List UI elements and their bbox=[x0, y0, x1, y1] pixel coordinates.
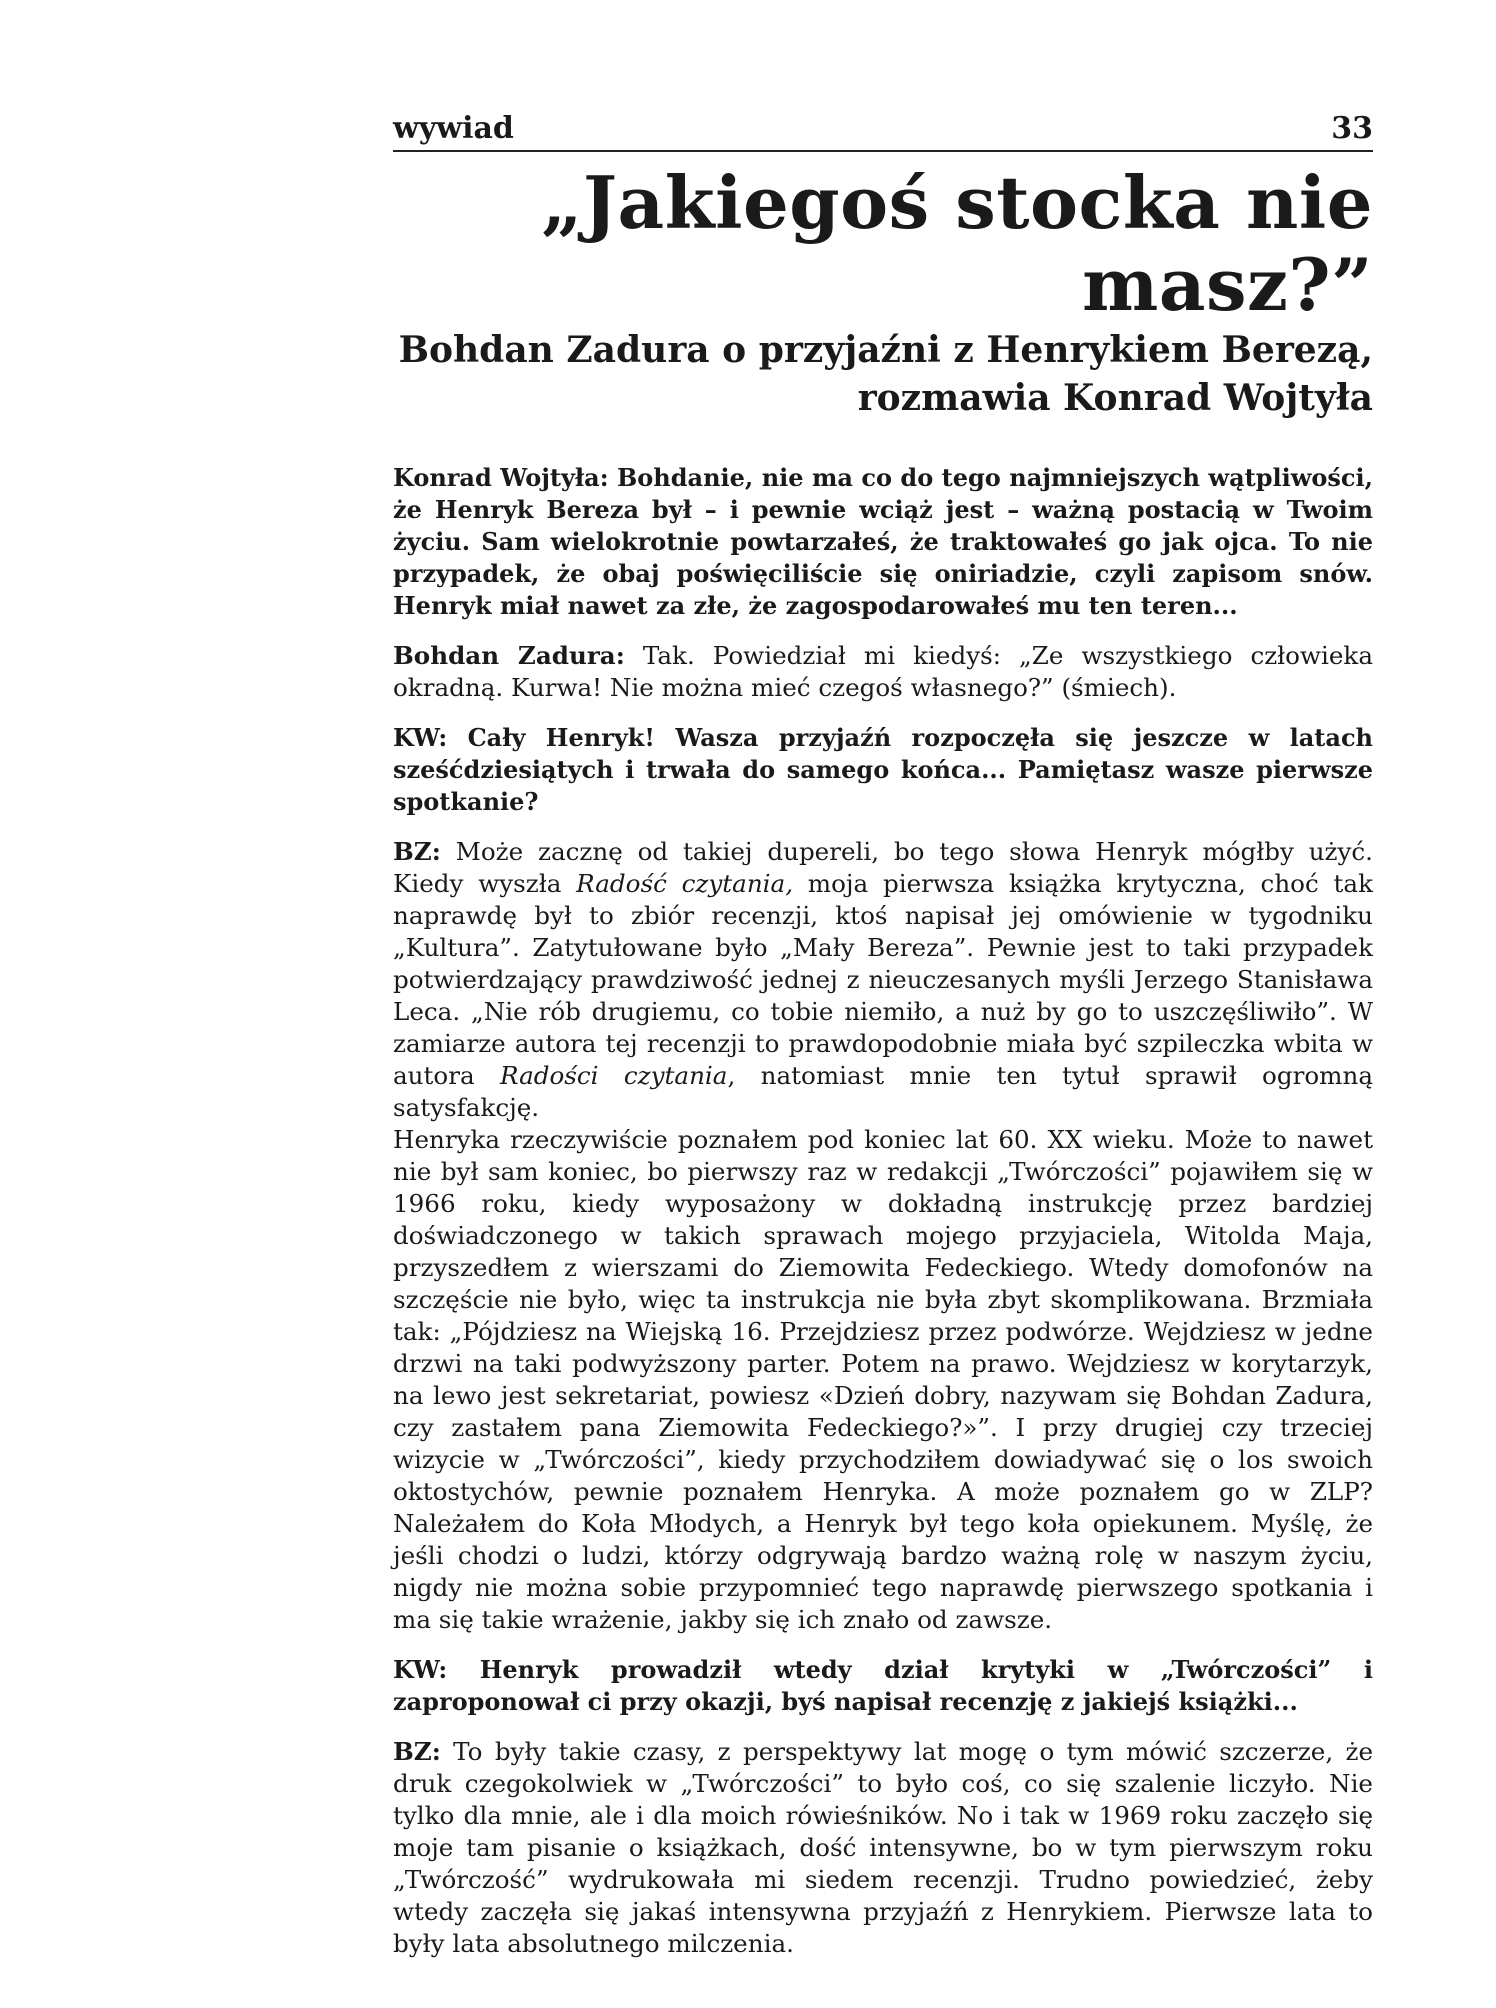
question-1 bbox=[393, 462, 1373, 622]
answer-text: moja pierwsza książka krytyczna, choć tak naprawdę był to zbiór recenzji, ktoś napisał jej omówienie w tygodniku „Kultura”. Zatytułowane było „Mały Bereza”. Pewnie jest to taki przypadek potwierdzający prawdziwość jednej z nieuczesanych myśli Jerzego Stanisława Leca. „Nie rób drugiemu, co tobie niemiło, a nuż by go to uszczęśliwiło”. W zamiarze autora tej recenzji to prawdopodobnie miała być szpileczka wbita w autora bbox=[393, 869, 1373, 1090]
section-label: wywiad bbox=[393, 111, 514, 146]
question-2 bbox=[393, 722, 1373, 818]
article-subtitle bbox=[393, 326, 1373, 422]
answer-paragraph: Henryka rzeczywiście poznałem pod koniec lat 60. XX wieku. Może to nawet nie był sam koniec, bo pierwszy raz w redakcji „Twórczości” pojawiłem się w 1966 roku, kiedy wyposażony w dokładną instrukcję przez bardziej doświadczonego w takich sprawach mojego przyjaciela, Witolda Maja, przyszedłem z wierszami do Ziemowita Fedeckiego. Wtedy domofonów na szczęście nie było, więc ta instrukcja nie była zbyt skomplikowana. Brzmiała tak: „Pójdziesz na Wiejską 16. Przejdziesz przez podwórze. Wejdziesz w jedne drzwi na taki podwyższony parter. Potem na prawo. Wejdziesz w korytarzyk, na lewo jest sekretariat, powiesz «Dzień dobry, nazywam się Bohdan Zadura, czy zastałem pana Ziemowita Fedeckiego?»”. I przy drugiej czy trzeciej wizycie w „Twórczości”, kiedy przychodziłem dowiadywać się o los swoich oktostychów, pewnie poznałem Henryka. A może poznałem go w ZLP? Należałem do Koła Młodych, a Henryk był tego koła opiekunem. Myślę, że jeśli chodzi o ludzi, którzy odgrywają bardzo ważną rolę w naszym życiu, nigdy nie można sobie przypomnieć tego naprawdę pierwszego spotkania i ma się takie wrażenie, jakby się ich znało od zawsze. bbox=[393, 1125, 1373, 1634]
book-title: Radość czytania, bbox=[576, 869, 794, 898]
answer-text: To były takie czasy, z perspektywy lat mogę o tym mówić szczerze, że druk czegokolwiek w „Twórczości” to było coś, co się szalenie liczyło. Nie tylko dla mnie, ale i dla moich rówieśników. No i tak w 1969 roku zaczęło się moje tam pisanie o książkach, dość intensywne, bo w tym pierwszym roku „Twórczość” wydrukowała mi siedem recenzji. Trudno powiedzieć, żeby wtedy zaczęła się jakaś intensywna przyjaźń z Henrykiem. Pierwsze lata to były lata absolutnego milczenia. bbox=[393, 1737, 1373, 1958]
answer-1 bbox=[393, 640, 1373, 704]
question-3 bbox=[393, 1654, 1373, 1718]
speaker: Bohdan Zadura: bbox=[393, 641, 625, 670]
running-header bbox=[393, 112, 1373, 152]
book-title: Radości czytania bbox=[499, 1061, 728, 1090]
question-text: Henryk prowadził wtedy dział krytyki w „Twórczości” i zaproponował ci przy okazji, byś napisał recenzję z jakiejś książki... bbox=[393, 1655, 1373, 1716]
speaker: KW: bbox=[393, 723, 448, 752]
answer-text: , natomiast mnie ten tytuł sprawił ogromną satysfakcję. bbox=[393, 1061, 1373, 1122]
answer-text: Tak. Powiedział mi kiedyś: „Ze wszystkiego człowieka okradną. Kurwa! Nie można mieć czegoś własnego?” (śmiech). bbox=[393, 641, 1373, 702]
speaker: KW: bbox=[393, 1655, 448, 1684]
answer-paragraph bbox=[393, 836, 1373, 1124]
page bbox=[393, 112, 1373, 1960]
page-number: 33 bbox=[1331, 111, 1373, 146]
speaker: BZ: bbox=[393, 1737, 441, 1766]
speaker: Konrad Wojtyła: bbox=[393, 463, 609, 492]
subtitle-line-2: rozmawia Konrad Wojtyła bbox=[857, 377, 1373, 419]
speaker: BZ: bbox=[393, 837, 441, 866]
question-text: Bohdanie, nie ma co do tego najmniejszych wątpliwości, że Henryk Bereza był – i pewnie wciąż jest – ważną postacią w Twoim życiu. Sam wielokrotnie powtarzałeś, że traktowałeś go jak ojca. To nie przypadek, że obaj poświęciliście się oniriadzie, czyli zapisom snów. Henryk miał nawet za złe, że zagospodarowałeś mu ten teren... bbox=[393, 463, 1374, 620]
question-text: Cały Henryk! Wasza przyjaźń rozpoczęła się jeszcze w latach sześćdziesiątych i trwała do samego końca... Pamiętasz wasze pierwsze spotkanie? bbox=[393, 723, 1373, 816]
article-title: „Jakiegoś stocka nie masz?” bbox=[541, 160, 1373, 327]
answer-2 bbox=[393, 836, 1373, 1636]
subtitle-line-1: Bohdan Zadura o przyjaźni z Henrykiem Berezą, bbox=[398, 329, 1373, 371]
answer-text: Może zacznę od takiej dupereli, bo tego słowa Henryk mógłby użyć. Kiedy wyszła bbox=[393, 837, 1373, 898]
answer-3 bbox=[393, 1736, 1373, 1960]
